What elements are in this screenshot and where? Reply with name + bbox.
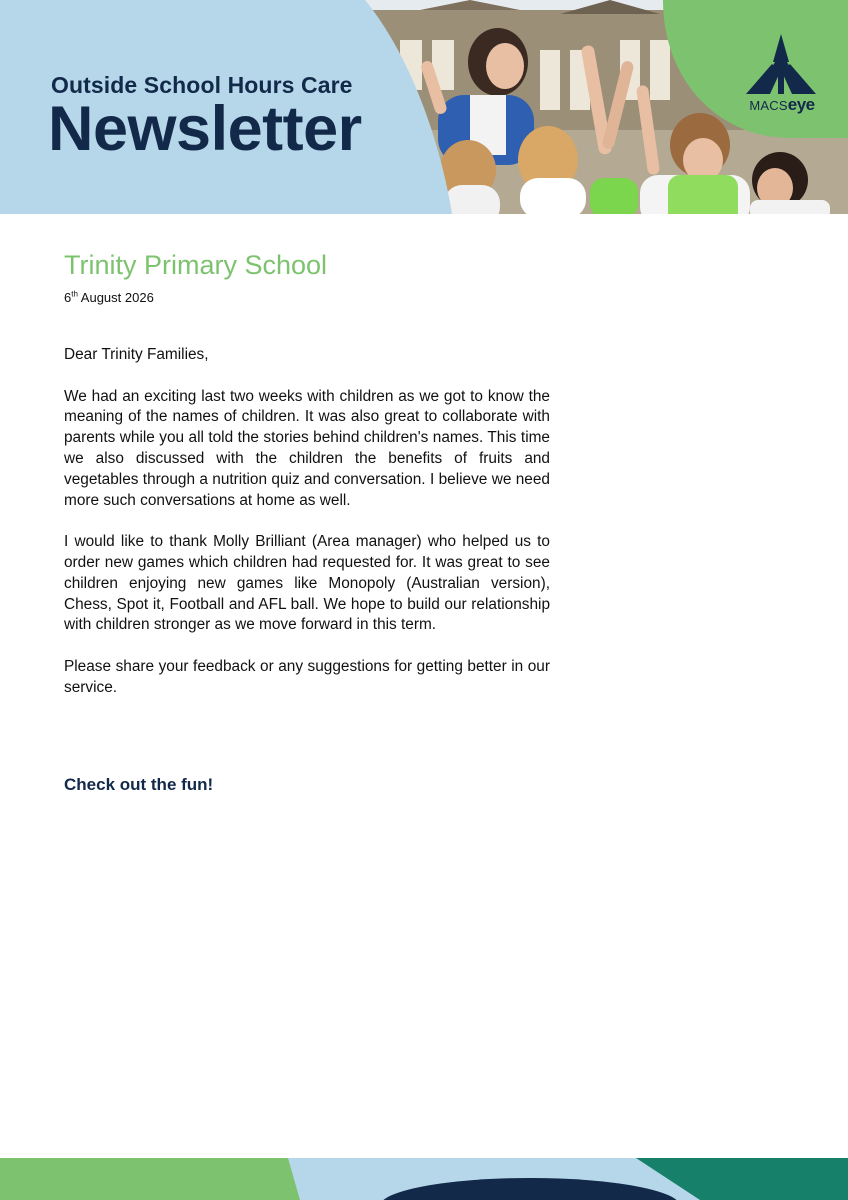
section-heading-fun: Check out the fun! (64, 775, 214, 794)
newsletter-date: 6th August 2026 (64, 289, 154, 305)
school-name: Trinity Primary School (64, 250, 328, 280)
logo-wordmark: MACSeye (749, 95, 815, 114)
header-subtitle: Outside School Hours Care (51, 72, 353, 98)
letter-paragraph-2: I would like to thank Molly Brilliant (Area manager) who helped us to order new games which children had requested for. It was great to see children enjoying new games like Monopoly (Australian version), Chess, Spot it, Football and AFL ball. We hope to build our relationship with children stronger as we move forward in this term. (64, 533, 550, 634)
header-title: Newsletter (48, 94, 362, 164)
letter-body (64, 345, 550, 719)
footer-banner-graphic (0, 1158, 848, 1200)
newsletter-footer (0, 1158, 848, 1200)
letter-greeting: Dear Trinity Families, (64, 346, 209, 363)
letter-paragraph-3: Please share your feedback or any suggestions for getting better in our service. (64, 657, 550, 696)
letter-paragraph-1: We had an exciting last two weeks with children as we got to know the meaning of the names of children. It was also great to collaborate with parents while you all told the stories behind children's names. This time we also discussed with the children the benefits of fruits and vegetables through a nutrition quiz and conversation. I believe we need more such conversations at home as well. (64, 387, 550, 509)
newsletter-header (0, 0, 848, 214)
